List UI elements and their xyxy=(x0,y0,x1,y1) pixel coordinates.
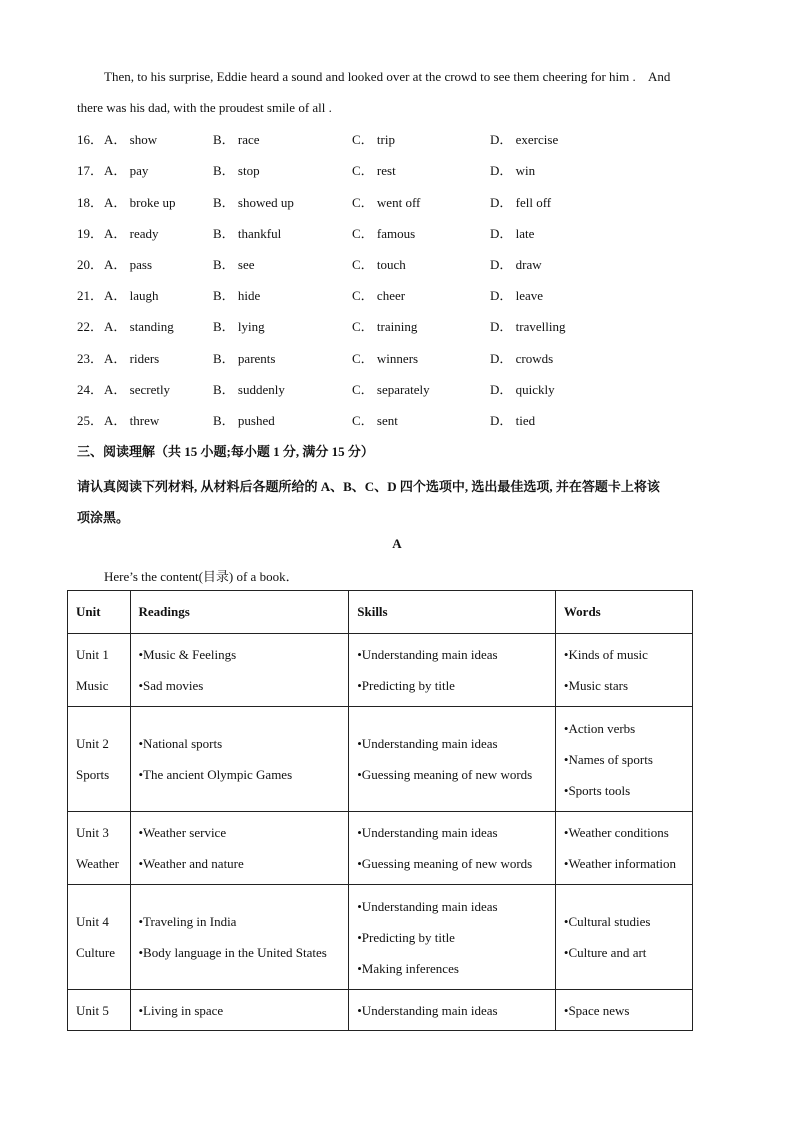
option-c: C． training xyxy=(352,319,418,334)
cell-line: Unit 4 xyxy=(76,914,109,929)
passage-line-2: there was his dad, with the proudest smile of all . xyxy=(77,100,332,115)
question-number: 20． xyxy=(77,257,104,272)
cell-line: Unit 1 xyxy=(76,647,109,662)
table-row xyxy=(68,990,693,1031)
option-b: B． thankful xyxy=(213,226,282,241)
cell-line: Sports xyxy=(76,767,110,782)
cell-readings xyxy=(130,634,349,707)
section-title: 三、阅读理解（共 15 小题;每小题 1 分, 满分 15 分） xyxy=(77,444,374,459)
cell-line: •Space news xyxy=(563,1002,630,1018)
option-a: A． broke up xyxy=(104,195,176,210)
cell-line: Weather xyxy=(76,856,119,871)
header-readings: Readings xyxy=(130,591,349,634)
cell-line: •Predicting by title xyxy=(357,929,455,945)
cell-line: •National sports xyxy=(138,736,223,751)
cell-line: •Body language in the United States xyxy=(138,945,327,960)
question-row xyxy=(77,129,717,149)
cell-line: •Guessing meaning of new words xyxy=(357,767,533,782)
cell-words xyxy=(555,885,692,990)
question-row xyxy=(77,223,717,243)
cell-unit xyxy=(68,707,131,812)
passage-paragraph xyxy=(77,61,722,123)
table-row xyxy=(68,634,693,707)
option-d: D． quickly xyxy=(490,382,555,397)
option-c: C． went off xyxy=(352,195,421,210)
question-row xyxy=(77,410,717,430)
option-b: B． stop xyxy=(213,163,260,178)
cell-words xyxy=(555,634,692,707)
option-d: D． fell off xyxy=(490,195,552,210)
option-b: B． suddenly xyxy=(213,382,285,397)
option-b: B． parents xyxy=(213,351,276,366)
instruction-line-1: 请认真阅读下列材料, 从材料后各题所给的 A、B、C、D 四个选项中, 选出最佳选项, 并在答题卡上将该 xyxy=(77,479,660,494)
table-header-row xyxy=(68,591,693,634)
cell-line: •Understanding main ideas xyxy=(357,898,498,914)
cell-skills xyxy=(349,812,556,885)
option-a: A． threw xyxy=(104,413,160,428)
cell-words xyxy=(555,990,692,1031)
question-number: 19． xyxy=(77,226,104,241)
question-number: 23． xyxy=(77,351,104,366)
option-d: D． draw xyxy=(490,257,542,272)
option-a: A． ready xyxy=(104,226,159,241)
option-d: D． crowds xyxy=(490,351,554,366)
question-row xyxy=(77,285,717,305)
cell-readings xyxy=(130,885,349,990)
cell-line: •Sports tools xyxy=(563,782,631,798)
cell-line: •Understanding main ideas xyxy=(357,736,498,751)
cell-line: •Names of sports xyxy=(563,751,653,767)
cell-line: •The ancient Olympic Games xyxy=(138,767,293,782)
question-number: 16． xyxy=(77,132,104,147)
option-c: C． sent xyxy=(352,413,398,428)
option-c: C． cheer xyxy=(352,288,406,303)
header-words: Words xyxy=(555,591,692,634)
option-b: B． pushed xyxy=(213,413,275,428)
cell-skills xyxy=(349,885,556,990)
cell-words xyxy=(555,812,692,885)
question-row xyxy=(77,192,717,212)
book-content-table xyxy=(67,590,693,1031)
option-a: A． standing xyxy=(104,319,174,334)
option-a: A． pay xyxy=(104,163,149,178)
option-d: D． tied xyxy=(490,413,536,428)
cell-line: •Understanding main ideas xyxy=(357,825,498,840)
cell-line: •Music stars xyxy=(563,678,629,693)
cell-line: •Music & Feelings xyxy=(138,647,237,662)
question-row xyxy=(77,348,717,368)
option-a: A． riders xyxy=(104,351,160,366)
cell-line: •Cultural studies xyxy=(563,914,651,929)
option-b: B． race xyxy=(213,132,260,147)
cell-skills xyxy=(349,634,556,707)
question-number: 22． xyxy=(77,319,104,334)
cell-line: Unit 2 xyxy=(76,736,109,751)
option-c: C． famous xyxy=(352,226,416,241)
option-a: A． show xyxy=(104,132,158,147)
cell-line: •Action verbs xyxy=(563,720,636,736)
question-row xyxy=(77,254,717,274)
option-d: D． late xyxy=(490,226,535,241)
question-number: 17． xyxy=(77,163,104,178)
cell-line: •Predicting by title xyxy=(357,678,455,693)
option-a: A． laugh xyxy=(104,288,159,303)
header-skills: Skills xyxy=(349,591,556,634)
question-number: 25． xyxy=(77,413,104,428)
option-b: B． see xyxy=(213,257,255,272)
option-c: C． touch xyxy=(352,257,406,272)
question-number: 18． xyxy=(77,195,104,210)
option-a: A． secretly xyxy=(104,382,171,397)
question-row xyxy=(77,160,717,180)
question-number: 21． xyxy=(77,288,104,303)
passage-line-1: Then, to his surprise, Eddie heard a sound and looked over at the crowd to see them cheering for him . And xyxy=(104,69,671,84)
cell-line: Culture xyxy=(76,945,115,960)
cell-skills xyxy=(349,990,556,1031)
cell-line: •Understanding main ideas xyxy=(357,647,498,662)
cell-line: •Sad movies xyxy=(138,678,204,693)
question-row xyxy=(77,316,717,336)
option-b: B． hide xyxy=(213,288,261,303)
cell-line: •Making inferences xyxy=(357,960,459,976)
part-label: A xyxy=(392,536,402,551)
option-c: C． rest xyxy=(352,163,396,178)
cell-line: •Culture and art xyxy=(563,945,647,960)
cell-unit xyxy=(68,885,131,990)
cell-line: •Weather conditions xyxy=(563,825,669,840)
header-unit: Unit xyxy=(68,591,131,634)
cell-line: •Weather and nature xyxy=(138,856,244,871)
option-d: D． travelling xyxy=(490,319,566,334)
table-row xyxy=(68,812,693,885)
question-row xyxy=(77,379,717,399)
cell-line: •Weather service xyxy=(138,825,227,840)
instruction-line-2: 项涂黑。 xyxy=(77,510,130,525)
cell-words xyxy=(555,707,692,812)
option-d: D． leave xyxy=(490,288,544,303)
question-number: 24． xyxy=(77,382,104,397)
cell-line: •Living in space xyxy=(138,1002,224,1018)
option-c: C． separately xyxy=(352,382,430,397)
section-instruction xyxy=(77,471,722,533)
option-b: B． lying xyxy=(213,319,265,334)
table-row xyxy=(68,885,693,990)
option-a: A． pass xyxy=(104,257,153,272)
option-b: B． showed up xyxy=(213,195,294,210)
table-intro: Here’s the content(目录) of a book． xyxy=(104,569,299,584)
cell-line: •Traveling in India xyxy=(138,914,237,929)
option-c: C． trip xyxy=(352,132,395,147)
cell-readings xyxy=(130,707,349,812)
cell-line: Unit 3 xyxy=(76,825,109,840)
cell-readings xyxy=(130,812,349,885)
cell-skills xyxy=(349,707,556,812)
option-d: D． exercise xyxy=(490,132,559,147)
cell-unit xyxy=(68,990,131,1031)
table-row xyxy=(68,707,693,812)
cell-line: •Weather information xyxy=(563,856,677,871)
cell-line: •Kinds of music xyxy=(563,647,648,662)
cell-line: •Guessing meaning of new words xyxy=(357,856,533,871)
cell-line: •Understanding main ideas xyxy=(357,1002,498,1018)
cell-unit xyxy=(68,812,131,885)
option-c: C． winners xyxy=(352,351,419,366)
cell-readings xyxy=(130,990,349,1031)
option-d: D． win xyxy=(490,163,536,178)
cell-line: Music xyxy=(76,678,109,693)
cell-line: Unit 5 xyxy=(76,1002,109,1018)
cell-unit xyxy=(68,634,131,707)
